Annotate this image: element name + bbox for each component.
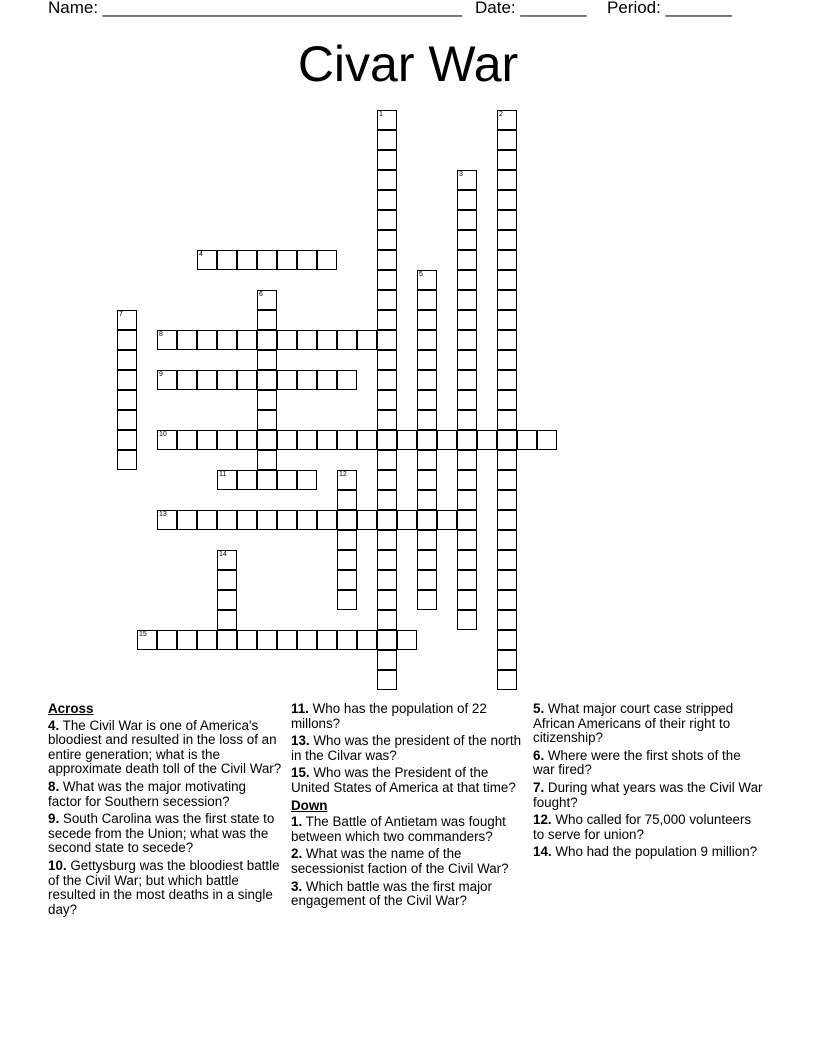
grid-cell[interactable] — [317, 430, 337, 450]
grid-cell[interactable] — [177, 430, 197, 450]
grid-cell[interactable] — [217, 630, 237, 650]
grid-cell[interactable] — [457, 310, 477, 330]
grid-cell[interactable] — [497, 270, 517, 290]
name-field[interactable]: Name: ______________________________________ — [48, 0, 463, 17]
grid-cell[interactable] — [257, 350, 277, 370]
period-field[interactable]: Period: _______ — [607, 0, 732, 17]
grid-cell[interactable] — [277, 250, 297, 270]
grid-cell[interactable] — [217, 470, 237, 490]
clue-across-9: 9. South Carolina was the first state to secede from the Union; what was the second state to secede? — [48, 811, 275, 856]
grid-cell[interactable] — [377, 330, 397, 350]
grid-cell[interactable] — [377, 650, 397, 670]
grid-cell[interactable] — [377, 610, 397, 630]
grid-cell[interactable] — [377, 530, 397, 550]
grid-cell[interactable] — [197, 250, 217, 270]
grid-cell[interactable] — [317, 250, 337, 270]
grid-cell[interactable] — [457, 270, 477, 290]
grid-cell[interactable] — [497, 650, 517, 670]
grid-cell[interactable] — [257, 470, 277, 490]
grid-cell[interactable] — [457, 350, 477, 370]
cell-number: 7 — [119, 311, 123, 318]
grid-cell[interactable] — [417, 370, 437, 390]
grid-cell[interactable] — [537, 430, 557, 450]
grid-cell[interactable] — [497, 150, 517, 170]
grid-cell[interactable] — [117, 310, 137, 330]
grid-cell[interactable] — [417, 350, 437, 370]
grid-cell[interactable] — [497, 450, 517, 470]
grid-cell[interactable] — [477, 430, 497, 450]
cell-number: 6 — [259, 291, 263, 298]
grid-cell[interactable] — [277, 430, 297, 450]
clue-down-7: 7. During what years was the Civil War fought? — [533, 779, 763, 810]
grid-cell[interactable] — [217, 330, 237, 350]
grid-cell[interactable] — [457, 290, 477, 310]
grid-cell[interactable] — [417, 270, 437, 290]
grid-cell[interactable] — [217, 590, 237, 610]
clue-across-15: 15. Who was the President of the United States of America at that time? — [291, 765, 516, 795]
cell-number: 2 — [499, 111, 503, 118]
grid-cell[interactable] — [497, 290, 517, 310]
grid-cell[interactable] — [257, 290, 277, 310]
cell-number: 12 — [339, 471, 347, 478]
clue-across-13: 13. Who was the president of the north in the Cilvar was? — [291, 733, 522, 763]
cell-number: 3 — [459, 171, 463, 178]
grid-cell[interactable] — [497, 670, 517, 690]
grid-cell[interactable] — [417, 470, 437, 490]
grid-cell[interactable] — [277, 630, 297, 650]
grid-cell[interactable] — [457, 450, 477, 470]
grid-cell[interactable] — [217, 510, 237, 530]
grid-cell[interactable] — [177, 330, 197, 350]
cell-number: 11 — [219, 471, 227, 478]
grid-cell[interactable] — [497, 310, 517, 330]
cell-number: 4 — [199, 251, 203, 258]
grid-cell[interactable] — [457, 570, 477, 590]
grid-cell[interactable] — [457, 170, 477, 190]
grid-cell[interactable] — [457, 430, 477, 450]
grid-cell[interactable] — [157, 510, 177, 530]
clue-down-3: 3. Which battle was the first major engagement of the Civil War? — [291, 878, 492, 909]
grid-cell[interactable] — [377, 430, 397, 450]
grid-cell[interactable] — [497, 370, 517, 390]
grid-cell[interactable] — [377, 290, 397, 310]
grid-cell[interactable] — [257, 630, 277, 650]
grid-cell[interactable] — [317, 370, 337, 390]
grid-cell[interactable] — [497, 350, 517, 370]
grid-cell[interactable] — [457, 230, 477, 250]
grid-cell[interactable] — [417, 290, 437, 310]
grid-cell[interactable] — [417, 430, 437, 450]
grid-cell[interactable] — [337, 630, 357, 650]
grid-cell[interactable] — [157, 630, 177, 650]
grid-cell[interactable] — [117, 410, 137, 430]
grid-cell[interactable] — [417, 530, 437, 550]
grid-cell[interactable] — [497, 230, 517, 250]
grid-cell[interactable] — [337, 510, 357, 530]
grid-cell[interactable] — [377, 590, 397, 610]
grid-cell[interactable] — [377, 170, 397, 190]
grid-cell[interactable] — [377, 310, 397, 330]
grid-cell[interactable] — [457, 510, 477, 530]
grid-cell[interactable] — [457, 250, 477, 270]
clue-across-11: 11. Who has the population of 22 millons? — [291, 701, 487, 731]
grid-cell[interactable] — [497, 630, 517, 650]
grid-cell[interactable] — [417, 310, 437, 330]
grid-cell[interactable] — [217, 610, 237, 630]
grid-cell[interactable] — [377, 250, 397, 270]
grid-cell[interactable] — [217, 550, 237, 570]
grid-cell[interactable] — [237, 630, 257, 650]
grid-cell[interactable] — [197, 330, 217, 350]
grid-cell[interactable] — [257, 250, 277, 270]
grid-cell[interactable] — [497, 250, 517, 270]
grid-cell[interactable] — [457, 190, 477, 210]
grid-cell[interactable] — [117, 350, 137, 370]
grid-cell[interactable] — [117, 370, 137, 390]
grid-cell[interactable] — [197, 630, 217, 650]
grid-cell[interactable] — [397, 430, 417, 450]
grid-cell[interactable] — [337, 470, 357, 490]
grid-cell[interactable] — [197, 430, 217, 450]
clue-across-4: 4. The Civil War is one of America's bloodiest and resulted in the loss of an entire generation; what is the approximate death toll of the Civil War? — [48, 717, 282, 777]
grid-cell[interactable] — [277, 370, 297, 390]
grid-cell[interactable] — [457, 410, 477, 430]
grid-cell[interactable] — [457, 550, 477, 570]
grid-cell[interactable] — [337, 330, 357, 350]
clues-column-2 — [291, 702, 527, 912]
grid-cell[interactable] — [237, 430, 257, 450]
grid-cell[interactable] — [417, 590, 437, 610]
grid-cell[interactable] — [377, 370, 397, 390]
grid-cell[interactable] — [497, 490, 517, 510]
grid-cell[interactable] — [497, 430, 517, 450]
grid-cell[interactable] — [397, 510, 417, 530]
grid-cell[interactable] — [377, 210, 397, 230]
clue-down-5: 5. What major court case stripped African Americans of their right to citizenship? — [533, 701, 734, 746]
grid-cell[interactable] — [297, 630, 317, 650]
grid-cell[interactable] — [377, 350, 397, 370]
grid-cell[interactable] — [337, 490, 357, 510]
grid-cell[interactable] — [497, 510, 517, 530]
grid-cell[interactable] — [497, 190, 517, 210]
across-heading: Across — [48, 701, 94, 716]
grid-cell[interactable] — [317, 630, 337, 650]
grid-cell[interactable] — [377, 670, 397, 690]
cell-number: 15 — [139, 631, 147, 638]
clue-down-12: 12. Who called for 75,000 volunteers to serve for union? — [533, 812, 752, 842]
cell-number: 10 — [159, 431, 167, 438]
grid-cell[interactable] — [497, 410, 517, 430]
grid-cell[interactable] — [377, 490, 397, 510]
grid-cell[interactable] — [397, 630, 417, 650]
grid-cell[interactable] — [257, 310, 277, 330]
date-field[interactable]: Date: _______ — [475, 0, 587, 17]
grid-cell[interactable] — [257, 390, 277, 410]
grid-cell[interactable] — [417, 450, 437, 470]
cell-number: 13 — [159, 511, 167, 518]
grid-cell[interactable] — [297, 370, 317, 390]
grid-cell[interactable] — [377, 390, 397, 410]
grid-cell[interactable] — [177, 630, 197, 650]
grid-cell[interactable] — [377, 570, 397, 590]
grid-cell[interactable] — [337, 590, 357, 610]
grid-cell[interactable] — [297, 250, 317, 270]
grid-cell[interactable] — [317, 510, 337, 530]
grid-cell[interactable] — [377, 550, 397, 570]
grid-cell[interactable] — [497, 530, 517, 550]
grid-cell[interactable] — [377, 190, 397, 210]
grid-cell[interactable] — [257, 450, 277, 470]
grid-cell[interactable] — [317, 330, 337, 350]
grid-cell[interactable] — [357, 430, 377, 450]
grid-cell[interactable] — [377, 470, 397, 490]
grid-cell[interactable] — [497, 330, 517, 350]
grid-cell[interactable] — [497, 110, 517, 130]
cell-number: 8 — [159, 331, 163, 338]
grid-cell[interactable] — [497, 570, 517, 590]
grid-cell[interactable] — [337, 530, 357, 550]
grid-cell[interactable] — [117, 390, 137, 410]
grid-cell[interactable] — [377, 130, 397, 150]
grid-cell[interactable] — [257, 430, 277, 450]
clue-down-1: 1. The Battle of Antietam was fought between which two commanders? — [291, 814, 506, 844]
grid-cell[interactable] — [417, 390, 437, 410]
grid-cell[interactable] — [237, 510, 257, 530]
grid-cell[interactable] — [177, 510, 197, 530]
grid-cell[interactable] — [497, 210, 517, 230]
cell-number: 14 — [219, 551, 227, 558]
grid-cell[interactable] — [377, 150, 397, 170]
grid-cell[interactable] — [237, 370, 257, 390]
grid-cell[interactable] — [417, 570, 437, 590]
cell-number: 1 — [379, 111, 383, 118]
grid-cell[interactable] — [377, 510, 397, 530]
grid-cell[interactable] — [517, 430, 537, 450]
grid-cell[interactable] — [457, 370, 477, 390]
grid-cell[interactable] — [437, 510, 457, 530]
grid-cell[interactable] — [217, 570, 237, 590]
clues-column-3 — [533, 702, 763, 863]
grid-cell[interactable] — [417, 550, 437, 570]
grid-cell[interactable] — [357, 330, 377, 350]
grid-cell[interactable] — [217, 430, 237, 450]
grid-cell[interactable] — [417, 510, 437, 530]
grid-cell[interactable] — [457, 330, 477, 350]
grid-cell[interactable] — [257, 510, 277, 530]
grid-cell[interactable] — [417, 490, 437, 510]
grid-cell[interactable] — [457, 390, 477, 410]
grid-cell[interactable] — [297, 430, 317, 450]
grid-cell[interactable] — [377, 270, 397, 290]
grid-cell[interactable] — [277, 470, 297, 490]
clue-across-8: 8. What was the major motivating factor for Southern secession? — [48, 778, 246, 809]
grid-cell[interactable] — [457, 530, 477, 550]
grid-cell[interactable] — [117, 450, 137, 470]
clue-down-14: 14. Who had the population 9 million? — [533, 844, 758, 860]
grid-cell[interactable] — [237, 250, 257, 270]
grid-cell[interactable] — [497, 590, 517, 610]
puzzle-title: Civar War — [297, 36, 519, 92]
grid-cell[interactable] — [457, 610, 477, 630]
grid-cell[interactable] — [497, 550, 517, 570]
grid-cell[interactable] — [237, 470, 257, 490]
grid-cell[interactable] — [357, 510, 377, 530]
grid-cell[interactable] — [377, 230, 397, 250]
grid-cell[interactable] — [237, 330, 257, 350]
grid-cell[interactable] — [217, 250, 237, 270]
grid-cell[interactable] — [457, 210, 477, 230]
grid-cell[interactable] — [357, 630, 377, 650]
grid-cell[interactable] — [197, 370, 217, 390]
clue-across-10: 10. Gettysburg was the bloodiest battle of the Civil War; but which battle resulted in the most deaths in a single day? — [48, 857, 280, 917]
grid-cell[interactable] — [377, 410, 397, 430]
clue-down-6: 6. Where were the first shots of the war fired? — [533, 747, 741, 778]
grid-cell[interactable] — [337, 570, 357, 590]
grid-cell[interactable] — [177, 370, 197, 390]
grid-cell[interactable] — [417, 410, 437, 430]
down-heading: Down — [291, 797, 328, 813]
grid-cell[interactable] — [497, 130, 517, 150]
grid-cell[interactable] — [297, 330, 317, 350]
grid-cell[interactable] — [277, 510, 297, 530]
grid-cell[interactable] — [257, 370, 277, 390]
grid-cell[interactable] — [337, 370, 357, 390]
grid-cell[interactable] — [277, 330, 297, 350]
grid-cell[interactable] — [117, 430, 137, 450]
grid-cell[interactable] — [437, 430, 457, 450]
grid-cell[interactable] — [417, 330, 437, 350]
grid-cell[interactable] — [137, 630, 157, 650]
cell-number: 5 — [419, 271, 423, 278]
grid-cell[interactable] — [497, 390, 517, 410]
clue-down-2: 2. What was the name of the secessionist faction of the Civil War? — [291, 846, 509, 876]
grid-cell[interactable] — [457, 490, 477, 510]
grid-cell[interactable] — [257, 410, 277, 430]
grid-cell[interactable] — [297, 510, 317, 530]
grid-cell[interactable] — [377, 110, 397, 130]
grid-cell[interactable] — [297, 470, 317, 490]
grid-cell[interactable] — [157, 430, 177, 450]
grid-cell[interactable] — [157, 330, 177, 350]
grid-cell[interactable] — [337, 430, 357, 450]
grid-cell[interactable] — [497, 170, 517, 190]
grid-cell[interactable] — [377, 630, 397, 650]
grid-cell[interactable] — [457, 590, 477, 610]
grid-cell[interactable] — [497, 470, 517, 490]
clues-column-1 — [48, 702, 282, 920]
grid-cell[interactable] — [497, 610, 517, 630]
grid-cell[interactable] — [157, 370, 177, 390]
grid-cell[interactable] — [377, 450, 397, 470]
grid-cell[interactable] — [197, 510, 217, 530]
cell-number: 9 — [159, 371, 163, 378]
grid-cell[interactable] — [457, 470, 477, 490]
grid-cell[interactable] — [217, 370, 237, 390]
grid-cell[interactable] — [337, 550, 357, 570]
grid-cell[interactable] — [257, 330, 277, 350]
grid-cell[interactable] — [117, 330, 137, 350]
